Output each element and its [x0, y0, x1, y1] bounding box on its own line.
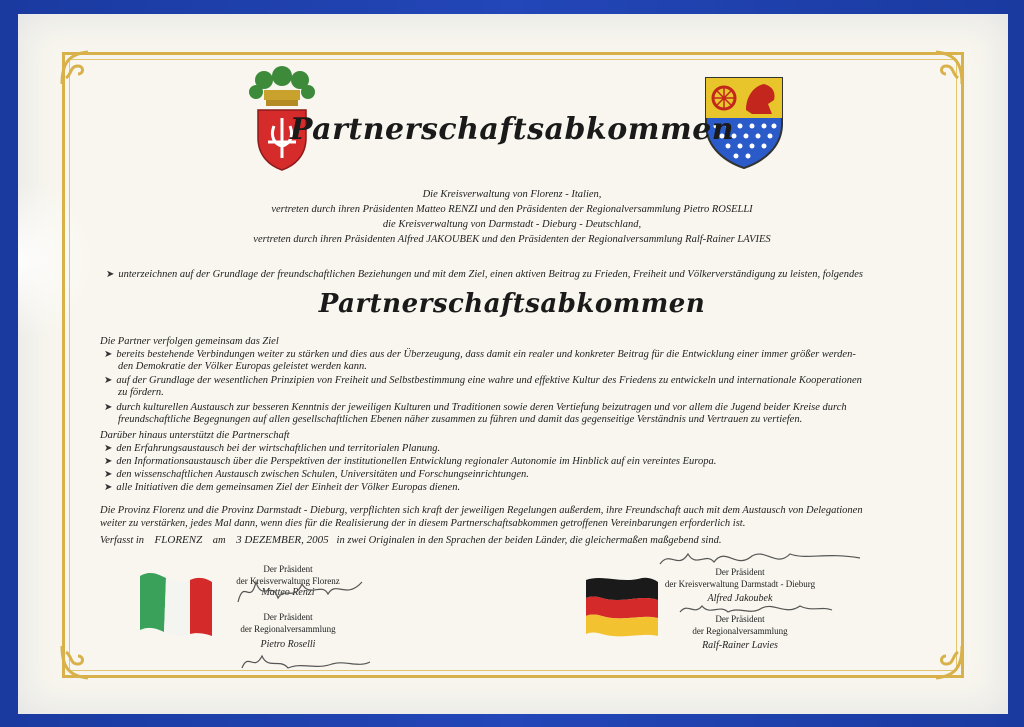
support-item: ➤ alle Initiativen die dem gemeinsamen Ziel der Einheit der Völker Europas dienen.	[104, 482, 461, 493]
corner-ornament-top-left	[58, 48, 98, 88]
arrow-icon: ➤	[104, 482, 113, 493]
goal-item: ➤ auf der Grundlage der wesentlichen Prinzipien von Freiheit und Selbstbestimmung eine wahre und effektive Kultur des Friedens zu entwickeln und internationale Kooperationen	[104, 375, 862, 386]
signatory-florence-president: Der Präsident der Kreisverwaltung Florenz Matteo Renzi	[236, 564, 340, 598]
intro-block	[0, 187, 1024, 247]
goal-item: ➤ durch kulturellen Austausch zur besseren Kenntnis der jeweiligen Kulturen und Traditionen sowie deren Vertiefung beizutragen und vor allem die Jugend beider Kreise durch	[104, 402, 847, 413]
goal-heading: Die Partner verfolgen gemeinsam das Ziel	[100, 336, 279, 347]
corner-ornament-top-right	[926, 48, 966, 88]
sign-line: ➤ unterzeichnen auf der Grundlage der freundschaftlichen Beziehungen und mit dem Ziel, einen aktiven Beitrag zu Frieden, Freiheit und Völkerverständigung zu leisten, folgendes	[106, 269, 863, 280]
support-item: ➤ den Informationsaustausch über die Perspektiven der institutionellen Entwicklung regionaler Autonomie im Hinblick auf ein vereintes Europa.	[104, 456, 717, 467]
goal-item-cont: freundschaftliche Begegnungen auf allen gesellschaftlichen Ebenen näher zusammen zu führen und damit das gegenseitige Verständnis und Vertrauen zu vertiefen.	[118, 414, 803, 425]
arrow-icon: ➤	[104, 443, 113, 454]
signatory-darmstadt-president: Der Präsident der Kreisverwaltung Darmstadt - Dieburg Alfred Jakoubek	[664, 567, 816, 604]
arrow-icon: ➤	[104, 402, 113, 413]
corner-ornament-bottom-right	[926, 642, 966, 682]
italian-flag-icon	[136, 568, 216, 640]
support-item: ➤ den Erfahrungsaustausch bei der wirtschaftlichen und territorialen Planung.	[104, 443, 441, 454]
intro-line: die Kreisverwaltung von Darmstadt - Dieburg - Deutschland,	[382, 219, 642, 230]
drafted-line: Verfasst in FLORENZ am 3 DEZEMBER, 2005 in zwei Originalen in den Sprachen der beiden Länder, die gleichermaßen maßgebend sind.	[100, 534, 722, 546]
obligation-line: Die Provinz Florenz und die Provinz Darmstadt - Dieburg, verpflichten sich kraft der jeweiligen Regelungen außerdem, ihre Freundschaft auch mit dem Austausch von Delegationen	[100, 505, 863, 516]
title-mid: Partnerschaftsabkommen	[318, 289, 706, 319]
signatory-florence-assembly: Der Präsident der Regionalversammlung Pietro Roselli	[240, 612, 336, 650]
support-item: ➤ den wissenschaftlichen Austausch zwischen Schulen, Universitäten und Forschungseinrichtungen.	[104, 469, 529, 480]
signature-scrawl-renzi	[232, 572, 372, 612]
signatory-darmstadt-assembly: Der Präsident der Regionalversammlung Ralf-Rainer Lavies	[692, 614, 788, 651]
arrow-icon: ➤	[104, 349, 113, 360]
intro-line: Die Kreisverwaltung von Florenz - Italien,	[422, 189, 602, 200]
obligation-line: weiter zu verstärken, jedes Mal dann, wenn dies für die Realisierung der in diesem Partnerschaftsabkommen getroffenen Vereinbarungen erforderlich ist.	[100, 518, 746, 529]
arrow-icon: ➤	[104, 375, 113, 386]
goal-item: ➤ bereits bestehende Verbindungen weiter zu stärken und dies aus der Überzeugung, dass damit ein realer und konkreter Beitrag für die Entwicklung einer immer größer werden-	[104, 349, 856, 360]
goal-item-cont: zu fördern.	[118, 387, 164, 398]
signature-scrawl-roselli	[236, 648, 376, 676]
corner-ornament-bottom-left	[58, 642, 98, 682]
goal-item-cont: den Demokratie der Völker Europas geleistet werden kann.	[118, 361, 367, 372]
title-top: Partnerschaftsabkommen	[289, 112, 735, 147]
intro-line: vertreten durch ihren Präsidenten Alfred JAKOUBEK und den Präsidenten der Regionalversammlung Ralf-Rainer LAVIES	[253, 234, 771, 245]
arrow-icon: ➤	[106, 269, 115, 280]
support-heading: Darüber hinaus unterstützt die Partnerschaft	[100, 430, 290, 441]
intro-line: vertreten durch ihren Präsidenten Matteo RENZI und den Präsidenten der Regionalversammlung Pietro ROSELLI	[271, 204, 753, 215]
arrow-icon: ➤	[104, 469, 113, 480]
arrow-icon: ➤	[104, 456, 113, 467]
